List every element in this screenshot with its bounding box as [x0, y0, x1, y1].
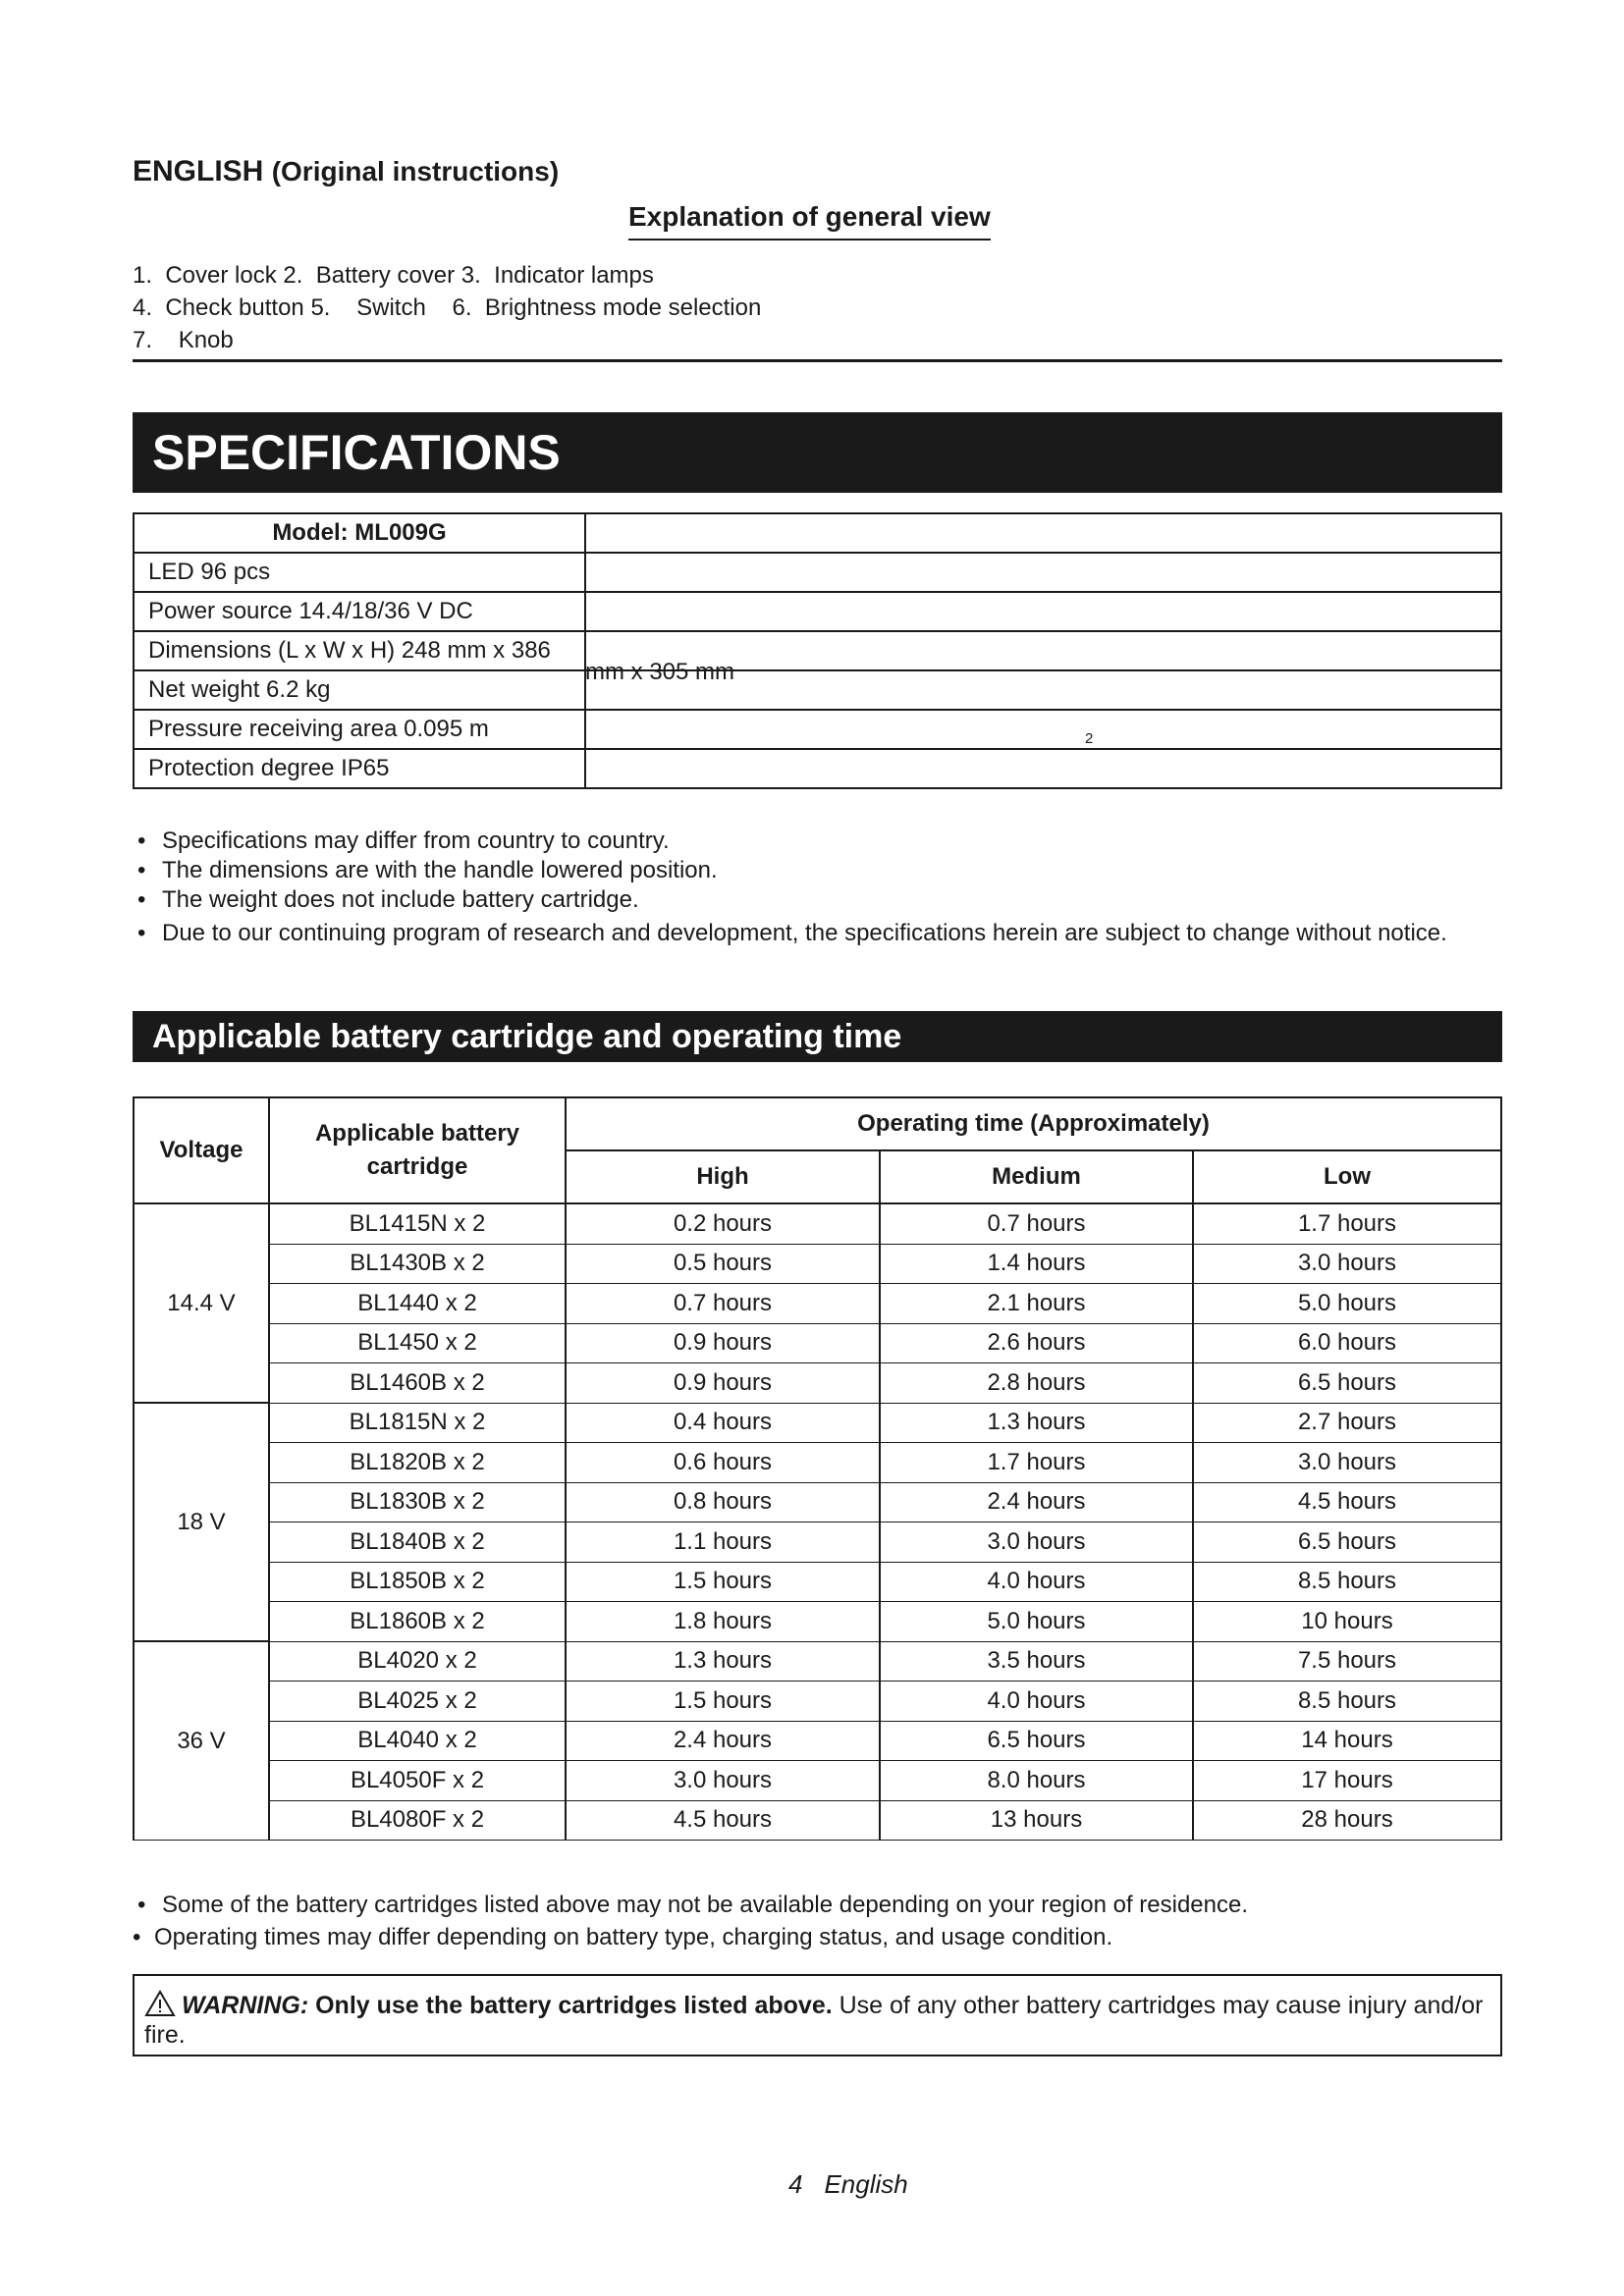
high-cell: 1.1 hours: [566, 1522, 880, 1563]
language-subtitle: (Original instructions): [271, 156, 560, 187]
note-item: • Operating times may differ depending on battery type, charging status, and usage condition.: [133, 1924, 1113, 1950]
high-cell: 0.2 hours: [566, 1203, 880, 1244]
high-cell: 1.5 hours: [566, 1682, 880, 1722]
medium-cell: 0.7 hours: [880, 1203, 1193, 1244]
medium-cell: 4.0 hours: [880, 1562, 1193, 1602]
table-row: [134, 1363, 1501, 1404]
note-item: • The weight does not include battery cartridge.: [137, 886, 639, 913]
table-row: [134, 1682, 1501, 1722]
empty-cell: [585, 513, 1501, 553]
table-row: [134, 1641, 1501, 1682]
medium-cell: 2.6 hours: [880, 1323, 1193, 1363]
general-view-title: Explanation of general view: [628, 201, 991, 240]
table-row: [134, 1721, 1501, 1761]
general-view-list: [133, 259, 761, 356]
table-row: [134, 1403, 1501, 1443]
cartridge-cell: BL1815N x 2: [269, 1403, 566, 1443]
high-cell: 0.9 hours: [566, 1363, 880, 1404]
specifications-heading: SPECIFICATIONS: [133, 412, 1502, 493]
page-number: 4: [788, 2169, 803, 2199]
low-cell: 8.5 hours: [1193, 1562, 1501, 1602]
spec-cell: Pressure receiving area 0.095 m: [134, 710, 585, 749]
note-item: • The dimensions are with the handle lowered position.: [137, 857, 718, 883]
table-row: [134, 1522, 1501, 1563]
high-header: High: [566, 1150, 880, 1203]
medium-cell: 3.5 hours: [880, 1641, 1193, 1682]
medium-cell: 13 hours: [880, 1800, 1193, 1841]
dimensions-tail: mm x 305 mm: [585, 659, 735, 685]
low-cell: 6.0 hours: [1193, 1323, 1501, 1363]
high-cell: 2.4 hours: [566, 1721, 880, 1761]
medium-cell: 1.4 hours: [880, 1244, 1193, 1284]
cartridge-cell: BL1830B x 2: [269, 1482, 566, 1522]
low-cell: 3.0 hours: [1193, 1244, 1501, 1284]
general-view-line: 7. Knob: [133, 327, 234, 353]
table-row: [134, 1323, 1501, 1363]
voltage-cell: 14.4 V: [134, 1203, 269, 1403]
high-cell: 0.6 hours: [566, 1443, 880, 1483]
medium-cell: 4.0 hours: [880, 1682, 1193, 1722]
medium-cell: 6.5 hours: [880, 1721, 1193, 1761]
cartridge-cell: BL4040 x 2: [269, 1721, 566, 1761]
voltage-cell: 36 V: [134, 1641, 269, 1841]
low-cell: 1.7 hours: [1193, 1203, 1501, 1244]
operating-time-header: Operating time (Approximately): [566, 1097, 1501, 1150]
spec-cell: Net weight 6.2 kg: [134, 670, 585, 710]
low-cell: 17 hours: [1193, 1761, 1501, 1801]
low-cell: 2.7 hours: [1193, 1403, 1501, 1443]
low-cell: 7.5 hours: [1193, 1641, 1501, 1682]
spec-cell: Protection degree IP65: [134, 749, 585, 788]
empty-cell: [585, 553, 1501, 592]
table-row: [134, 1482, 1501, 1522]
high-cell: 0.9 hours: [566, 1323, 880, 1363]
medium-cell: 2.1 hours: [880, 1284, 1193, 1324]
medium-cell: 1.3 hours: [880, 1403, 1193, 1443]
language-heading: [133, 155, 559, 188]
table-row: [134, 1761, 1501, 1801]
low-cell: 6.5 hours: [1193, 1363, 1501, 1404]
section-divider: [133, 359, 1502, 362]
cartridge-cell: BL1820B x 2: [269, 1443, 566, 1483]
medium-cell: 1.7 hours: [880, 1443, 1193, 1483]
high-cell: 0.5 hours: [566, 1244, 880, 1284]
low-cell: 5.0 hours: [1193, 1284, 1501, 1324]
table-row: [134, 1244, 1501, 1284]
low-cell: 3.0 hours: [1193, 1443, 1501, 1483]
medium-cell: 2.4 hours: [880, 1482, 1193, 1522]
table-row: [134, 1284, 1501, 1324]
high-cell: 3.0 hours: [566, 1761, 880, 1801]
medium-cell: 3.0 hours: [880, 1522, 1193, 1563]
cartridge-cell: BL4080F x 2: [269, 1800, 566, 1841]
cartridge-cell: BL1450 x 2: [269, 1323, 566, 1363]
low-cell: 4.5 hours: [1193, 1482, 1501, 1522]
page-footer: [788, 2169, 908, 2200]
empty-cell: [585, 592, 1501, 631]
low-cell: 6.5 hours: [1193, 1522, 1501, 1563]
note-item: • Due to our continuing program of research and development, the specifications herein are subject to change without notice.: [137, 920, 1447, 946]
cartridge-cell: BL4020 x 2: [269, 1641, 566, 1682]
high-cell: 1.5 hours: [566, 1562, 880, 1602]
table-row: [134, 1443, 1501, 1483]
medium-cell: 2.8 hours: [880, 1363, 1193, 1404]
medium-header: Medium: [880, 1150, 1193, 1203]
footer-language: English: [824, 2169, 908, 2199]
note-item: • Some of the battery cartridges listed above may not be available depending on your region of residence.: [137, 1892, 1249, 1918]
high-cell: 1.8 hours: [566, 1602, 880, 1642]
high-cell: 4.5 hours: [566, 1800, 880, 1841]
battery-section-heading: Applicable battery cartridge and operating time: [133, 1011, 1502, 1062]
low-cell: 8.5 hours: [1193, 1682, 1501, 1722]
cartridge-cell: BL1860B x 2: [269, 1602, 566, 1642]
note-item: • Specifications may differ from country to country.: [137, 828, 670, 854]
battery-table: [133, 1096, 1502, 1841]
cartridge-cell: BL1440 x 2: [269, 1284, 566, 1324]
empty-cell: [585, 710, 1501, 749]
area-superscript: 2: [1085, 730, 1094, 747]
low-cell: 28 hours: [1193, 1800, 1501, 1841]
empty-cell: [585, 749, 1501, 788]
medium-cell: 8.0 hours: [880, 1761, 1193, 1801]
table-row: [134, 1800, 1501, 1841]
warning-text: Use of any other battery cartridges may cause injury and/or fire.: [144, 1992, 1484, 2049]
warning-box: [133, 1974, 1502, 2056]
spec-cell: Dimensions (L x W x H) 248 mm x 386: [134, 631, 585, 670]
cartridge-cell: BL1840B x 2: [269, 1522, 566, 1563]
specifications-table: [133, 512, 1502, 789]
table-row: [134, 1562, 1501, 1602]
high-cell: 1.3 hours: [566, 1641, 880, 1682]
model-cell: Model: ML009G: [134, 513, 585, 553]
high-cell: 0.7 hours: [566, 1284, 880, 1324]
battery-notes: [133, 1891, 1502, 1952]
voltage-cell: 18 V: [134, 1403, 269, 1641]
language-label: ENGLISH: [133, 155, 264, 187]
specification-notes: [133, 827, 1502, 948]
warning-label: WARNING:: [182, 1992, 309, 2019]
warning-bold-text: Only use the battery cartridges listed above.: [315, 1992, 833, 2019]
low-cell: 14 hours: [1193, 1721, 1501, 1761]
high-cell: 0.4 hours: [566, 1403, 880, 1443]
high-cell: 0.8 hours: [566, 1482, 880, 1522]
voltage-header: Voltage: [134, 1097, 269, 1203]
cartridge-cell: BL1460B x 2: [269, 1363, 566, 1404]
spec-cell: Power source 14.4/18/36 V DC: [134, 592, 585, 631]
table-row: [134, 1602, 1501, 1642]
general-view-line: 1. Cover lock 2. Battery cover 3. Indicator lamps: [133, 262, 654, 289]
cartridge-cell: BL4050F x 2: [269, 1761, 566, 1801]
table-row: [134, 1203, 1501, 1244]
warning-triangle-icon: [144, 1990, 176, 2017]
general-view-line: 4. Check button 5. Switch 6. Brightness mode selection: [133, 294, 762, 321]
low-header: Low: [1193, 1150, 1501, 1203]
cartridge-cell: BL4025 x 2: [269, 1682, 566, 1722]
low-cell: 10 hours: [1193, 1602, 1501, 1642]
spec-cell: LED 96 pcs: [134, 553, 585, 592]
medium-cell: 5.0 hours: [880, 1602, 1193, 1642]
cartridge-cell: BL1415N x 2: [269, 1203, 566, 1244]
cartridge-cell: BL1850B x 2: [269, 1562, 566, 1602]
cartridge-header: Applicable battery cartridge: [269, 1097, 566, 1203]
cartridge-cell: BL1430B x 2: [269, 1244, 566, 1284]
